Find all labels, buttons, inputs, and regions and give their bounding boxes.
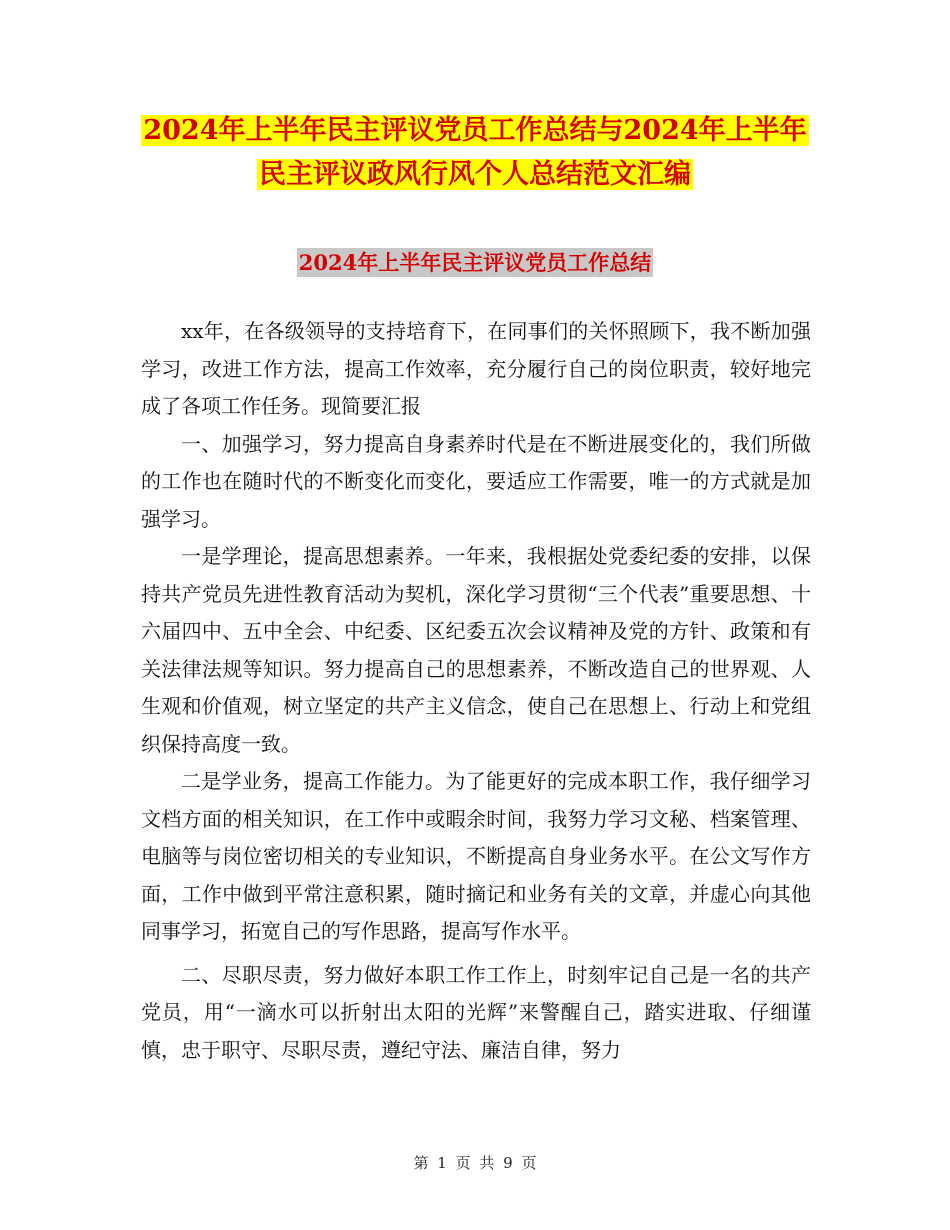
page-footer: 第 1 页 共 9 页 bbox=[413, 1154, 537, 1172]
paragraph-intro: xx年，在各级领导的支持培育下，在同事们的关怀照顾下，我不断加强学习，改进工作方法，提高工作效率，充分履行自己的岗位职责，较好地完成了各项工作任务。现简要汇报 bbox=[141, 319, 811, 418]
document-title-line-1-text: 2024年上半年民主评议党员工作总结与2024年上半年 bbox=[143, 115, 807, 146]
paragraph-duty: 二、尽职尽责，努力做好本职工作工作上，时刻牢记自己是一名的共产党员，用“一滴水可以折射出太阳的光辉”来警醒自己，踏实进取、仔细谨慎，忠于职守、尽职尽责，遵纪守法、廉洁自律，努力 bbox=[141, 962, 811, 1062]
section-title-text: 2024年上半年民主评议党员工作总结 bbox=[298, 250, 652, 275]
document-title-line-1 bbox=[0, 106, 950, 156]
section-title bbox=[0, 240, 950, 286]
paragraph-business: 二是学业务，提高工作能力。为了能更好的完成本职工作，我仔细学习文档方面的相关知识，在工作中或暇余时间，我努力学习文秘、档案管理、电脑等与岗位密切相关的专业知识，不断提高自身业务水平。在公文写作方面，工作中做到平常注意积累，随时摘记和业务有关的文章，并虚心向其他同事学习，拓宽自己的写作思路，提高写作水平。 bbox=[141, 769, 811, 943]
paragraph-theory: 一是学理论，提高思想素养。一年来，我根据处党委纪委的安排，以保持共产党员先进性教育活动为契机，深化学习贯彻“三个代表”重要思想、十六届四中、五中全会、中纪委、区纪委五次会议精神及党的方针、政策和有关法律法规等知识。努力提高自己的思想素养，不断改造自己的世界观、人生观和价值观，树立坚定的共产主义信念，使自己在思想上、行动上和党组织保持高度一致。 bbox=[141, 544, 811, 756]
document-title-line-2 bbox=[0, 150, 950, 200]
document-title-line-2-text: 民主评议政风行风个人总结范文汇编 bbox=[259, 159, 691, 190]
document-body bbox=[141, 313, 811, 1069]
paragraph-study: 一、加强学习，努力提高自身素养时代是在不断进展变化的，我们所做的工作也在随时代的不断变化而变化，要适应工作需要，唯一的方式就是加强学习。 bbox=[141, 431, 811, 531]
